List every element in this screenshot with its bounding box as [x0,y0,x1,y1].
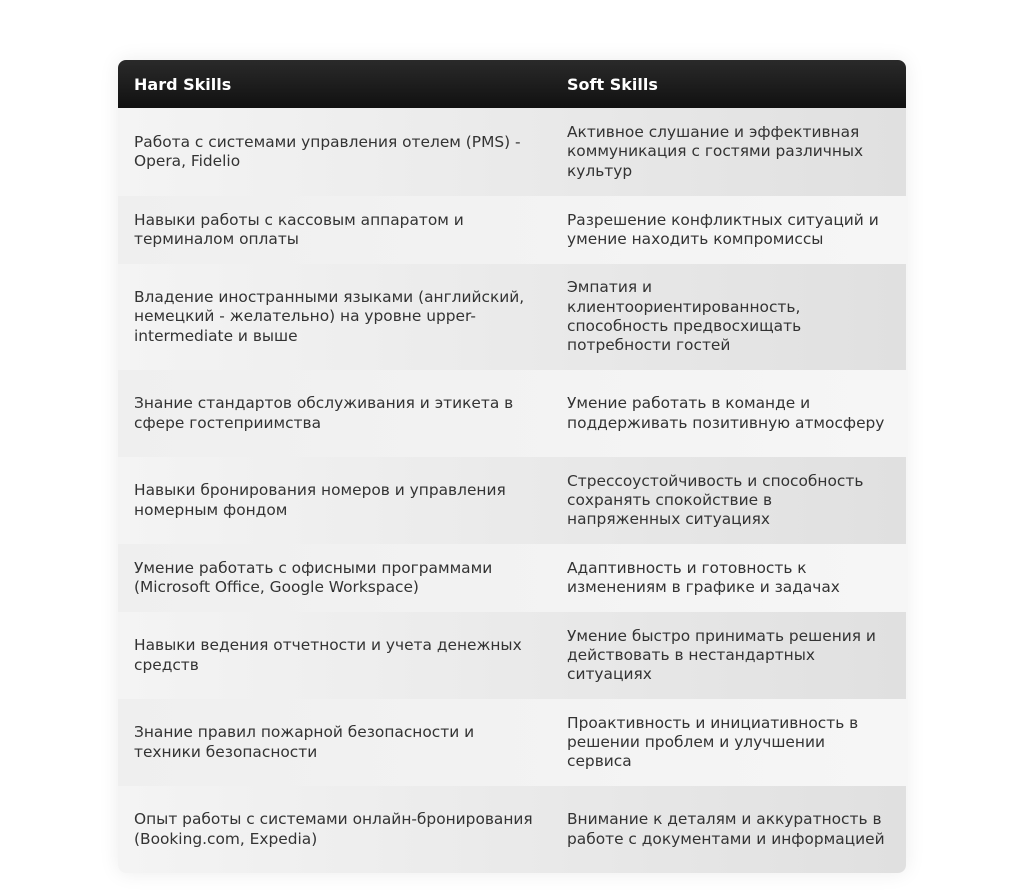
hard-skill-cell: Знание стандартов обслуживания и этикета в сфере гостеприимства [134,394,514,432]
table-row [118,699,906,786]
soft-skill-cell: Активное слушание и эффективная коммуникация с гостями различных культур [567,123,864,180]
header-hard-skills: Hard Skills [134,74,232,94]
soft-skill-cell: Адаптивность и готовность к изменениям в графике и задачах [567,558,840,596]
hard-skill-cell: Навыки ведения отчетности и учета денежных средств [134,636,522,674]
table-row [118,196,906,264]
hard-skill-cell: Умение работать с офисными программами (Microsoft Office, Google Workspace) [134,558,493,596]
hard-skill-cell: Опыт работы с системами онлайн-бронирования (Booking.com, Expedia) [134,810,533,848]
soft-skill-cell: Проактивность и инициативность в решении проблем и улучшении сервиса [567,713,859,771]
hard-skill-cell: Навыки работы с кассовым аппаратом и терминалом оплаты [134,210,464,248]
table-row [118,457,906,544]
hard-skill-cell: Навыки бронирования номеров и управления номерным фондом [134,481,506,519]
soft-skill-cell: Умение работать в команде и поддерживать позитивную атмосферу [567,394,885,432]
hard-skill-cell: Владение иностранными языками (английский, немецкий - желательно) на уровне upper-intermediate и выше [134,288,525,345]
table-body [118,108,906,873]
soft-skill-cell: Эмпатия и клиентоориентированность, способность предвосхищать потребности гостей [567,278,802,355]
table-row [118,108,906,196]
soft-skill-cell: Разрешение конфликтных ситуаций и умение находить компромиссы [567,210,879,248]
table-row [118,264,906,370]
soft-skill-cell: Внимание к деталям и аккуратность в работе с документами и информацией [567,810,885,848]
header-row [118,60,906,108]
table-row [118,544,906,612]
skills-table-card [118,60,906,873]
table-row [118,612,906,699]
soft-skill-cell: Стрессоустойчивость и способность сохранять спокойствие в напряженных ситуациях [567,471,864,529]
hard-skill-cell: Работа с системами управления отелем (PMS) - Opera, Fidelio [134,132,521,170]
header-soft-skills: Soft Skills [567,74,658,94]
table-row [118,370,906,457]
soft-skill-cell: Умение быстро принимать решения и действовать в нестандартных ситуациях [567,626,876,684]
hard-skill-cell: Знание правил пожарной безопасности и техники безопасности [134,723,475,761]
skills-table [118,60,906,873]
table-header [118,60,906,108]
table-row [118,786,906,873]
